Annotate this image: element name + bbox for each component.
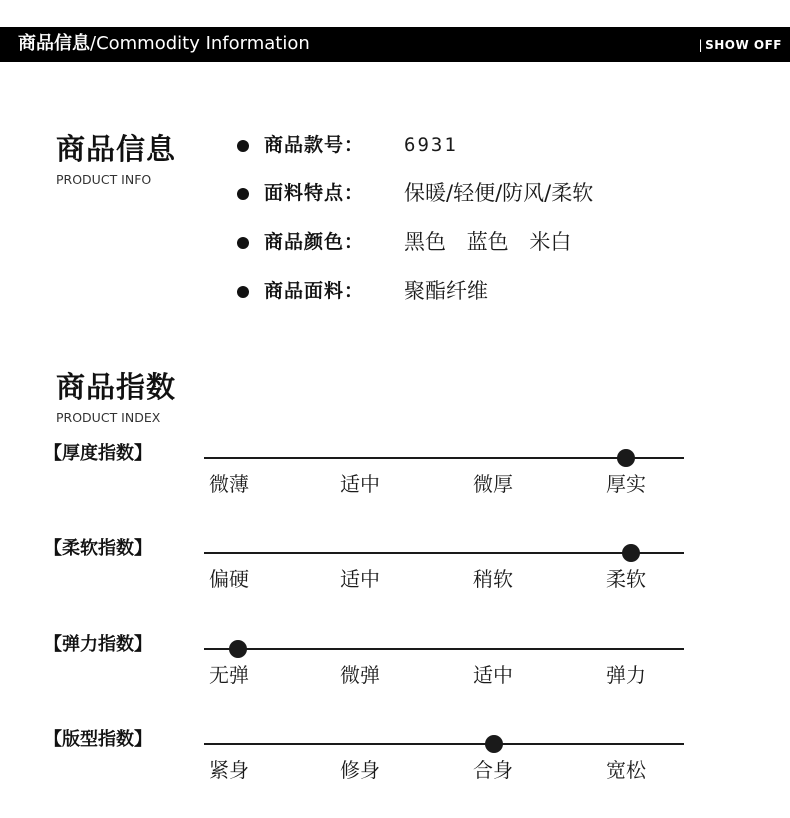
scale-label: 适中 bbox=[473, 663, 513, 687]
index-thickness bbox=[0, 444, 790, 504]
scale-label: 无弹 bbox=[209, 663, 249, 687]
product-index-title: 商品指数 bbox=[56, 370, 177, 404]
product-info-subtitle: PRODUCT INFO bbox=[56, 172, 152, 187]
product-index-subtitle: PRODUCT INDEX bbox=[56, 410, 161, 425]
header-bar bbox=[0, 27, 790, 62]
index-marker bbox=[622, 544, 640, 562]
scale-label: 微弹 bbox=[340, 663, 380, 687]
info-label: 商品款号： bbox=[264, 134, 365, 156]
index-track bbox=[204, 457, 684, 459]
index-fit bbox=[0, 730, 790, 790]
info-value: 保暖/轻便/防风/柔软 bbox=[404, 181, 594, 205]
index-label: 【柔软指数】 bbox=[44, 538, 152, 559]
index-label: 【弹力指数】 bbox=[44, 634, 152, 655]
scale-label: 适中 bbox=[340, 567, 380, 591]
info-value: 6931 bbox=[404, 134, 458, 156]
scale-label: 合身 bbox=[473, 758, 513, 782]
scale-label: 微薄 bbox=[209, 472, 249, 496]
scale-label: 适中 bbox=[340, 472, 380, 496]
color-item: 黑色 bbox=[404, 230, 446, 254]
color-item: 蓝色 bbox=[466, 230, 509, 254]
scale-label: 紧身 bbox=[209, 758, 249, 782]
scale-label: 弹力 bbox=[606, 663, 646, 687]
header-title-en: /Commodity Information bbox=[90, 33, 310, 54]
bullet-icon bbox=[237, 237, 249, 249]
index-label: 【厚度指数】 bbox=[44, 443, 152, 464]
show-off-label: SHOW OFF bbox=[705, 38, 782, 52]
index-softness bbox=[0, 539, 790, 599]
show-off-button[interactable] bbox=[699, 37, 782, 53]
index-marker bbox=[229, 640, 247, 658]
index-track bbox=[204, 552, 684, 554]
product-info-title: 商品信息 bbox=[56, 132, 177, 166]
color-item: 米白 bbox=[529, 230, 572, 254]
bullet-icon bbox=[237, 140, 249, 152]
index-marker bbox=[617, 449, 635, 467]
info-label: 面料特点： bbox=[264, 182, 365, 204]
scale-label: 宽松 bbox=[606, 758, 646, 782]
header-title-cn: 商品信息 bbox=[18, 33, 90, 54]
bullet-icon bbox=[237, 286, 249, 298]
color-list bbox=[404, 227, 585, 257]
header-title bbox=[18, 33, 310, 55]
scale-label: 厚实 bbox=[606, 472, 646, 496]
index-label: 【版型指数】 bbox=[44, 729, 152, 750]
scale-label: 微厚 bbox=[473, 472, 513, 496]
info-value: 聚酯纤维 bbox=[404, 279, 488, 303]
index-track bbox=[204, 743, 684, 745]
scale-label: 稍软 bbox=[473, 567, 513, 591]
scale-label: 偏硬 bbox=[209, 567, 249, 591]
index-track bbox=[204, 648, 684, 650]
info-label: 商品颜色： bbox=[264, 231, 365, 253]
info-label: 商品面料： bbox=[264, 280, 365, 302]
show-off-divider: | bbox=[698, 38, 704, 52]
scale-label: 柔软 bbox=[606, 567, 646, 591]
scale-label: 修身 bbox=[340, 758, 380, 782]
index-marker bbox=[485, 735, 503, 753]
bullet-icon bbox=[237, 188, 249, 200]
index-elasticity bbox=[0, 635, 790, 695]
